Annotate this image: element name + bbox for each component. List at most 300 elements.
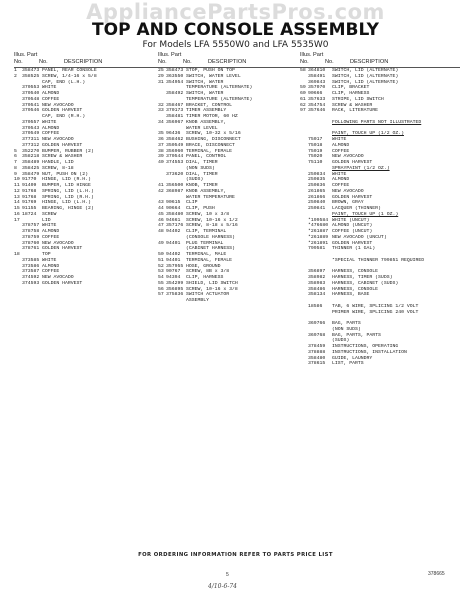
part-description: BRACKET, CONTROL bbox=[186, 102, 233, 108]
illus-number: 46 bbox=[158, 217, 164, 223]
part-description: SCREW & WASHER bbox=[42, 154, 83, 160]
part-description: TOP bbox=[42, 252, 51, 257]
part-description: SWITCH, LID (ALTERNATE) bbox=[332, 68, 399, 73]
part-description: SHIELD, LID SWITCH bbox=[186, 280, 238, 286]
illus-number: 59 bbox=[300, 85, 306, 91]
illus-number: 55 bbox=[158, 280, 164, 286]
illus-number: 16 bbox=[14, 211, 20, 217]
part-description: SCREW, 8B x 3/8 bbox=[186, 269, 230, 275]
part-description: PAINT, TOUCH UP (1/2 OZ.) bbox=[332, 131, 404, 137]
part-description: SWITCH, WATER bbox=[186, 79, 224, 85]
part-description: CLIP, PUSH bbox=[186, 206, 215, 211]
part-description: SPRING, LID (R.H.) bbox=[42, 194, 94, 200]
part-number: 358491 bbox=[308, 73, 326, 79]
part-description: TERMINAL, FEMALE bbox=[186, 148, 233, 154]
illus-number: 12 bbox=[14, 188, 20, 194]
part-description: ALMOND (UNCUT) bbox=[332, 223, 373, 229]
illus-number: 36 bbox=[158, 137, 164, 142]
part-description: PAINT, TOUCH UP (1 OZ.) bbox=[332, 211, 399, 217]
part-number: *261891 bbox=[308, 240, 329, 246]
part-description: SWITCH, WATER bbox=[186, 91, 224, 96]
part-number: 90767 bbox=[166, 269, 181, 275]
part-number: 250840 bbox=[308, 200, 326, 206]
illus-number: 53 bbox=[158, 269, 164, 275]
part-description: (NON SUDS) bbox=[186, 165, 215, 171]
part-description: TEMPERATURE (ALTERNATE) bbox=[186, 85, 253, 91]
part-number: 18724 bbox=[22, 211, 37, 217]
part-number: 378888 bbox=[308, 349, 326, 355]
part-description: COFFEE bbox=[332, 148, 350, 154]
part-number: 90615 bbox=[166, 200, 181, 206]
part-number: 373586 bbox=[22, 263, 40, 269]
part-description: HARNESS, CONSOLE bbox=[332, 269, 379, 275]
part-description: CLIP, HARNESS bbox=[186, 275, 224, 280]
part-number: 350549 bbox=[166, 142, 184, 148]
part-description: WHITE bbox=[42, 119, 57, 125]
part-number: 94401 bbox=[166, 240, 181, 246]
part-description: PANEL, CONTROL bbox=[186, 154, 227, 160]
part-description: GOLDEN HARVEST bbox=[42, 246, 83, 252]
part-number: *261887 bbox=[308, 229, 329, 234]
part-description: HOSE, GROUND bbox=[186, 263, 221, 269]
part-description: PANEL, REAR CONSOLE bbox=[42, 68, 97, 73]
part-description: CLIP bbox=[186, 200, 198, 206]
table-row bbox=[158, 298, 303, 304]
part-description: PRIMER WIRE, SPLICING 240 VOLT bbox=[332, 309, 419, 315]
part-description: NEW AVOCADO bbox=[42, 275, 74, 280]
part-number: 91768 bbox=[22, 188, 37, 194]
illus-number: 42 bbox=[158, 188, 164, 194]
part-number: 378615 bbox=[308, 361, 326, 367]
part-number: 363550 bbox=[166, 73, 184, 79]
part-description: CAP, END (L.H.) bbox=[42, 79, 86, 85]
illus-number bbox=[14, 281, 22, 287]
illus-number: 11 bbox=[14, 183, 20, 188]
part-number: 75020 bbox=[308, 154, 323, 160]
illus-number: 35 bbox=[158, 131, 164, 137]
part-number: 75110 bbox=[308, 160, 323, 165]
part-number: 91155 bbox=[22, 206, 37, 211]
part-number: 250836 bbox=[308, 183, 326, 188]
table-row bbox=[300, 361, 460, 367]
page-title: TOP AND CONSOLE ASSEMBLY bbox=[92, 20, 379, 40]
part-number: 75019 bbox=[308, 148, 323, 154]
part-number: 368987 bbox=[166, 188, 184, 194]
part-description: SWITCH, LID (ALTERNATE) bbox=[332, 73, 399, 79]
part-number: 250834 bbox=[308, 171, 326, 177]
illus-number: 48 bbox=[158, 229, 164, 234]
part-number: 370173 bbox=[166, 108, 184, 114]
parts-rows bbox=[158, 68, 303, 304]
column-header: Illus. Part No. No. DESCRIPTION bbox=[158, 52, 303, 68]
part-number: 378459 bbox=[308, 344, 326, 349]
part-description: SWITCH ACTUATOR bbox=[186, 292, 230, 298]
part-description: DIAL, TIMER bbox=[186, 171, 218, 177]
part-number: 357070 bbox=[308, 85, 326, 91]
part-description: SCREW bbox=[42, 211, 57, 217]
illus-number: 44 bbox=[158, 206, 164, 211]
illus-number: 37 bbox=[158, 142, 164, 148]
part-description: ALMOND bbox=[42, 229, 60, 234]
part-description: GOLDEN HARVEST bbox=[332, 160, 373, 165]
part-number: 94394 bbox=[166, 275, 181, 280]
part-description: BUSHING, DISCONNECT bbox=[186, 137, 241, 142]
parts-rows bbox=[14, 68, 160, 287]
part-number: 94402 bbox=[166, 252, 181, 257]
part-description: TAB, 6 WIRE, SPLICING 1/2 VOLT bbox=[332, 303, 419, 309]
part-description: BAG, PARTS bbox=[332, 321, 361, 326]
part-description: NEW AVOCADO bbox=[332, 154, 364, 160]
part-description: SCREW, 10 x 3/8 bbox=[186, 211, 230, 217]
column-header: Illus. Part No. No. DESCRIPTION bbox=[300, 52, 460, 68]
part-number: 352270 bbox=[22, 148, 40, 154]
illus-number: 31 bbox=[158, 79, 164, 85]
part-number: 356895 bbox=[166, 286, 184, 292]
part-description: SCREW, 10-16 x 3/8 bbox=[186, 286, 238, 292]
part-description: WATER TEMPERATURE bbox=[186, 194, 235, 200]
form-number: 378665 bbox=[428, 571, 445, 577]
illus-number: 7 bbox=[14, 160, 17, 165]
part-description: WHITE (UNCUT) bbox=[332, 217, 370, 223]
part-description: PLUG TERMINAL bbox=[186, 240, 224, 246]
part-description: (CABINET HARNESS) bbox=[186, 246, 235, 252]
part-number: 358481 bbox=[166, 114, 184, 119]
part-number: 90666 bbox=[308, 91, 323, 96]
ordering-note: FOR ORDERING INFORMATION REFER TO PARTS PRICE LIST bbox=[138, 552, 333, 558]
part-description: HANDLE, LID bbox=[42, 160, 74, 165]
part-description: CAP, END (R.H.) bbox=[42, 114, 86, 119]
illus-number: 9 bbox=[14, 171, 17, 177]
illus-number: 14 bbox=[14, 200, 20, 206]
illus-number: 34 bbox=[158, 119, 164, 125]
part-number: 369766 bbox=[308, 321, 326, 326]
part-description: THINNER (1 GAL) bbox=[332, 246, 376, 252]
part-description: INSTRUCTIONS, OPERATING bbox=[332, 344, 399, 349]
part-number: 354754 bbox=[308, 102, 326, 108]
illus-number: 13 bbox=[14, 194, 20, 200]
part-description: BAG, PARTS, PARTS bbox=[332, 332, 381, 338]
part-description: CLIP, BRACKET bbox=[332, 85, 370, 91]
part-description: SCREW, 1/4-16 x 5/8 bbox=[42, 73, 97, 79]
part-number: 370557 bbox=[22, 119, 40, 125]
part-number: 370549 bbox=[22, 131, 40, 137]
part-number: 250841 bbox=[308, 206, 326, 211]
part-description: INSTRUCTIONS, INSTALLATION bbox=[332, 349, 407, 355]
part-number: 374592 bbox=[22, 275, 40, 280]
part-description: COFFEE bbox=[42, 234, 60, 240]
part-description: LIST, PARTS bbox=[332, 361, 364, 367]
part-description: HARNESS, CABINET (SUDS) bbox=[332, 280, 399, 286]
part-description: TIMER MOTOR, 60 HZ bbox=[186, 114, 238, 119]
illus-number: 40 bbox=[158, 160, 164, 165]
parts-column-1 bbox=[14, 52, 160, 287]
part-number: 358982 bbox=[308, 275, 326, 280]
part-number: 358480 bbox=[308, 355, 326, 361]
part-number: 370541 bbox=[22, 102, 40, 108]
part-number: 357176 bbox=[166, 223, 184, 229]
part-description: BEARING, HINGE (2) bbox=[42, 206, 94, 211]
part-description: CLIP, HARNESS bbox=[332, 91, 370, 96]
illus-number: 60 bbox=[300, 91, 306, 96]
illus-number: 45 bbox=[158, 211, 164, 217]
illus-number: 97 bbox=[300, 108, 306, 114]
part-description: COFFEE bbox=[332, 183, 350, 188]
page-subtitle: For Models LFA 5550W0 and LFA 5535W0 bbox=[142, 40, 329, 50]
part-description: DIAL, TIMER bbox=[186, 160, 218, 165]
part-description: SWITCH, WATER LEVEL bbox=[186, 73, 241, 79]
parts-column-3 bbox=[300, 52, 460, 367]
part-description: WHITE bbox=[332, 137, 347, 142]
part-description: LID bbox=[42, 217, 51, 223]
part-number: 94401 bbox=[166, 257, 181, 263]
part-description: SWITCH, LID (ALTERNATE) bbox=[332, 79, 399, 85]
illus-number: 8 bbox=[14, 165, 17, 171]
part-number: 374593 bbox=[22, 280, 40, 286]
part-number: 358425 bbox=[22, 165, 40, 171]
part-number: 370548 bbox=[22, 96, 40, 102]
part-description: GOLDEN HARVEST bbox=[42, 108, 83, 114]
part-number: 358983 bbox=[308, 280, 326, 286]
part-number: 356500 bbox=[166, 183, 184, 188]
part-number: 91409 bbox=[22, 183, 37, 188]
illus-number bbox=[158, 298, 166, 304]
illus-number: 39 bbox=[158, 154, 164, 160]
part-number: 356897 bbox=[308, 269, 326, 275]
part-number: 378760 bbox=[22, 240, 40, 246]
part-description: WHITE bbox=[332, 171, 347, 177]
part-description: NEW AVOCADO bbox=[42, 137, 74, 142]
part-number: 799581 bbox=[308, 246, 326, 252]
part-number: 358218 bbox=[22, 154, 40, 160]
illus-number: 51 bbox=[158, 257, 164, 263]
part-number: 75018 bbox=[308, 142, 323, 148]
part-description: NUT, PUSH ON (2) bbox=[42, 171, 89, 177]
part-description: SCREW, 10-32 x 5/16 bbox=[186, 131, 241, 137]
part-description: KNOB ASSEMBLY, bbox=[186, 119, 227, 125]
header-rule bbox=[300, 67, 460, 68]
part-description: SCREW & WASHER bbox=[332, 102, 373, 108]
part-number: 378757 bbox=[22, 223, 40, 229]
part-number: *476680 bbox=[308, 223, 329, 229]
part-description: FOLLOWING PARTS NOT ILLUSTRATED bbox=[332, 119, 422, 125]
illus-number: 61 bbox=[300, 96, 306, 102]
part-description: LACQUER (THINNER) bbox=[332, 206, 381, 211]
part-number: 370543 bbox=[22, 125, 40, 131]
illus-number: 33 bbox=[158, 108, 164, 114]
part-description: NEW AVOCADO (UNCUT) bbox=[332, 234, 387, 240]
illus-number: 17 bbox=[14, 217, 20, 223]
part-number: 75017 bbox=[308, 137, 323, 142]
part-description: *SPECIAL THINNER 799851 REQUIRED bbox=[332, 257, 425, 263]
part-number: 94661 bbox=[166, 217, 181, 223]
part-number: 94402 bbox=[166, 229, 181, 234]
part-description: TIMER ASSEMBLY bbox=[186, 108, 227, 114]
part-description: GOLDEN HARVEST bbox=[42, 142, 83, 148]
illus-number: 57 bbox=[158, 292, 164, 298]
part-number: 369768 bbox=[308, 332, 326, 338]
illus-number: 38 bbox=[158, 148, 164, 154]
part-number: 91770 bbox=[22, 177, 37, 183]
table-row bbox=[14, 281, 160, 287]
part-description: WHITE bbox=[42, 223, 57, 229]
part-description: (SUDS) bbox=[332, 338, 350, 344]
part-number: 377312 bbox=[22, 142, 40, 148]
part-number: 364810 bbox=[308, 68, 326, 73]
illus-number: 1 bbox=[14, 68, 17, 73]
part-description: GOLDEN HARVEST bbox=[332, 194, 373, 200]
part-number: 261866 bbox=[308, 194, 326, 200]
illus-number: 56 bbox=[158, 286, 164, 292]
part-description: KNOB, TIMER bbox=[186, 183, 218, 188]
part-description: (SUDS) bbox=[186, 177, 204, 183]
part-description: SCREW, 8-18 bbox=[42, 165, 74, 171]
part-description: (NON SUDS) bbox=[332, 326, 361, 332]
illus-number: 5 bbox=[14, 148, 17, 154]
part-number bbox=[166, 298, 186, 304]
part-description: HARNESS, CONSOLE bbox=[332, 286, 379, 292]
illus-number: 58 bbox=[300, 68, 306, 73]
part-number: 370553 bbox=[22, 85, 40, 91]
part-number: 378761 bbox=[22, 246, 40, 252]
part-number: 354299 bbox=[166, 280, 184, 286]
part-number: 358486 bbox=[308, 286, 326, 292]
part-description: SCREW, 10-16 x 1/2 bbox=[186, 217, 238, 223]
part-description: SPRAYPAINT (1/2 OZ.) bbox=[332, 165, 390, 171]
part-description: TEMPERATURE (ALTERNATE) bbox=[186, 96, 253, 102]
part-description: (CONSOLE HARNESS) bbox=[186, 234, 235, 240]
illus-number bbox=[300, 361, 308, 367]
part-description: STOP, PUSH ON TOP bbox=[186, 68, 235, 73]
part-description: KNOB ASSEMBLY, bbox=[186, 188, 227, 194]
part-number: 378759 bbox=[22, 234, 40, 240]
part-number: 358473 bbox=[166, 68, 184, 73]
part-description: BUMPER, LID HINGE bbox=[42, 183, 91, 188]
part-number: 91768 bbox=[22, 194, 37, 200]
part-description: ALMOND bbox=[332, 142, 350, 148]
part-number: 357955 bbox=[166, 263, 184, 269]
part-description: NEW AVOCADO bbox=[42, 102, 74, 108]
part-number: 90664 bbox=[166, 206, 181, 211]
part-number: 358525 bbox=[22, 73, 40, 79]
part-number: *199584 bbox=[308, 217, 329, 223]
illus-number: 29 bbox=[158, 73, 164, 79]
header-rule bbox=[14, 67, 160, 68]
part-description: NEW AVOCADO bbox=[332, 188, 364, 194]
part-number: 358473 bbox=[22, 68, 40, 73]
part-description: BROWN, GRAY bbox=[332, 200, 364, 206]
part-description: HARNESS, TIMER (SUDS) bbox=[332, 275, 393, 280]
illus-number: 18 bbox=[14, 252, 20, 257]
part-description: ALMOND bbox=[42, 263, 60, 269]
part-number: *261889 bbox=[308, 234, 329, 240]
illus-number: 43 bbox=[158, 200, 164, 206]
part-description: ASSEMBLY bbox=[186, 298, 210, 303]
illus-number: 50 bbox=[158, 252, 164, 257]
column-header: Illus. Part No. No. DESCRIPTION bbox=[14, 52, 160, 68]
part-number: 354954 bbox=[166, 79, 184, 85]
part-number: 358479 bbox=[22, 171, 40, 177]
part-description: NEW AVOCADO bbox=[42, 240, 74, 246]
illus-number: 32 bbox=[158, 102, 164, 108]
part-number: 261865 bbox=[308, 188, 326, 194]
page-number: 5 bbox=[226, 572, 229, 578]
part-number: 358489 bbox=[22, 160, 40, 165]
part-number: 91769 bbox=[22, 200, 37, 206]
part-description: COFFEE bbox=[42, 269, 60, 275]
illus-number: 62 bbox=[300, 102, 306, 108]
part-description: GOLDEN HARVEST bbox=[332, 240, 373, 246]
part-description: HINGE, LID (R.H.) bbox=[42, 177, 91, 183]
parts-rows bbox=[300, 68, 460, 367]
part-number: 358467 bbox=[166, 102, 184, 108]
part-number: 374553 bbox=[166, 160, 184, 165]
part-description: WHITE bbox=[42, 257, 57, 263]
part-description: ALMOND bbox=[42, 125, 60, 131]
part-number: 356967 bbox=[166, 119, 184, 125]
parts-column-2 bbox=[158, 52, 303, 304]
part-description: SCREW, 8-18 x 5/16 bbox=[186, 223, 238, 229]
illus-number: 15 bbox=[14, 206, 20, 211]
part-number: 357633 bbox=[308, 96, 326, 102]
illus-number: 41 bbox=[158, 183, 164, 188]
illus-number: 6 bbox=[14, 154, 17, 160]
part-number: 375836 bbox=[166, 292, 184, 298]
part-number: 358462 bbox=[166, 137, 184, 142]
handwritten-date: 4/10-6-74 bbox=[208, 583, 237, 590]
part-number: 370546 bbox=[22, 108, 40, 114]
illus-number: 25 bbox=[158, 68, 164, 73]
illus-number: 52 bbox=[158, 263, 164, 269]
part-description: BRACE, DISCONNECT bbox=[186, 142, 235, 148]
part-number: 250835 bbox=[308, 177, 326, 183]
part-number: 358492 bbox=[166, 91, 184, 96]
illus-number: 10 bbox=[14, 177, 20, 183]
part-description: GUIDE, LAUNDRY bbox=[332, 355, 373, 361]
part-number: 370544 bbox=[166, 154, 184, 160]
part-description: GOLDEN HARVEST bbox=[42, 280, 83, 286]
part-number: 96436 bbox=[166, 131, 181, 137]
part-number: 358134 bbox=[308, 292, 326, 298]
part-description: RACK, LITERATURE bbox=[332, 108, 379, 114]
part-description: TERMINAL, MALE bbox=[186, 252, 227, 257]
part-number: 373587 bbox=[22, 269, 40, 275]
part-description: HARNESS, BASE bbox=[332, 292, 370, 298]
watermark: AppliancePartsPros.com bbox=[86, 0, 385, 24]
illus-number: 47 bbox=[158, 223, 164, 229]
part-description: HINGE, LID (L.H.) bbox=[42, 200, 91, 206]
part-description: WHITE bbox=[42, 85, 57, 91]
part-description: WATER LEVEL bbox=[186, 125, 218, 131]
part-description: BUMPER, RUBBER (2) bbox=[42, 148, 94, 154]
part-description: SPRING, LID (L.H.) bbox=[42, 188, 94, 194]
part-description: ALMOND bbox=[42, 91, 60, 96]
part-number: 377311 bbox=[22, 137, 40, 142]
illus-number: 2 bbox=[14, 73, 17, 79]
part-description: ALMOND bbox=[332, 177, 350, 183]
part-description: COFFEE bbox=[42, 96, 60, 102]
header-rule bbox=[158, 67, 303, 68]
illus-number: 49 bbox=[158, 240, 164, 246]
part-number: 369843 bbox=[308, 79, 326, 85]
part-description: COFFEE bbox=[42, 131, 60, 137]
part-description: COFFEE (UNCUT) bbox=[332, 229, 373, 234]
part-description: STRIPE, LID SWITCH bbox=[332, 96, 384, 102]
part-number: 378758 bbox=[22, 229, 40, 234]
part-number: 358480 bbox=[166, 211, 184, 217]
part-description: TERMINAL, FEMALE bbox=[186, 257, 233, 263]
part-number: 373620 bbox=[166, 171, 184, 177]
part-description: CLIP, TERMINAL bbox=[186, 229, 227, 234]
